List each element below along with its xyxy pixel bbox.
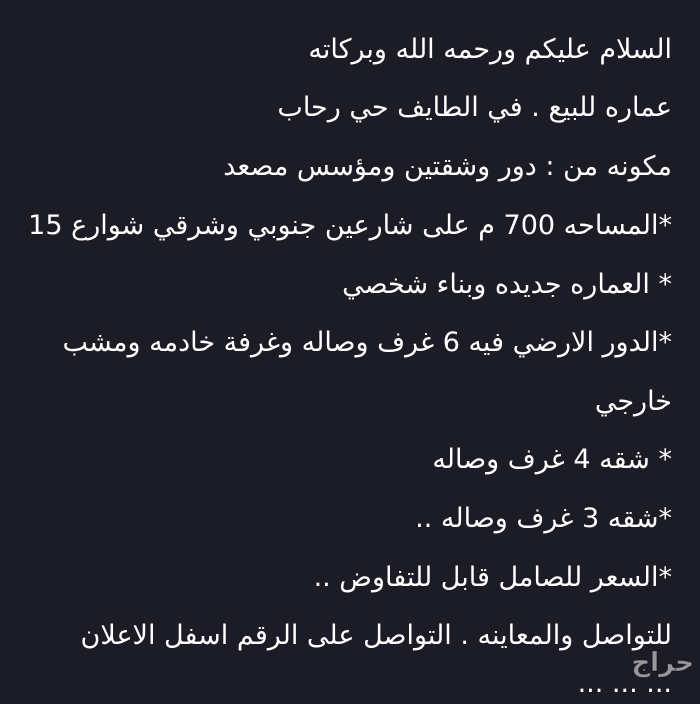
post-line-price: *السعر للصامل قابل للتفاوض .. bbox=[313, 562, 672, 593]
post-line-listing-title: عماره للبيع . في الطايف حي رحاب bbox=[277, 92, 672, 123]
post-line-contact: للتواصل والمعاينه . التواصل على الرقم اسفل الاعلان bbox=[80, 620, 672, 651]
post-line-greeting: السلام عليكم ورحمه الله وبركاته bbox=[308, 34, 672, 65]
post-line-ground-floor: *الدور الارضي فيه 6 غرف وصاله وغرفة خادمه ومشب bbox=[62, 327, 672, 358]
post-line-ground-floor-cont: خارجي bbox=[594, 386, 672, 417]
post-line-cutoff: ... ... ... bbox=[577, 668, 672, 699]
post-line-area: *المساحه 700 م على شارعين جنوبي وشرقي شوارع 15 bbox=[28, 210, 672, 241]
post-line-new-building: * العماره جديده وبناء شخصي bbox=[342, 269, 672, 300]
post-line-apartment-1: * شقه 4 غرف وصاله bbox=[432, 444, 672, 475]
post-line-apartment-2: *شقه 3 غرف وصاله .. bbox=[415, 503, 672, 534]
haraj-watermark-logo: حراج bbox=[631, 648, 694, 678]
post-line-composition: مكونه من : دور وشقتين ومؤسس مصعد bbox=[223, 151, 672, 182]
